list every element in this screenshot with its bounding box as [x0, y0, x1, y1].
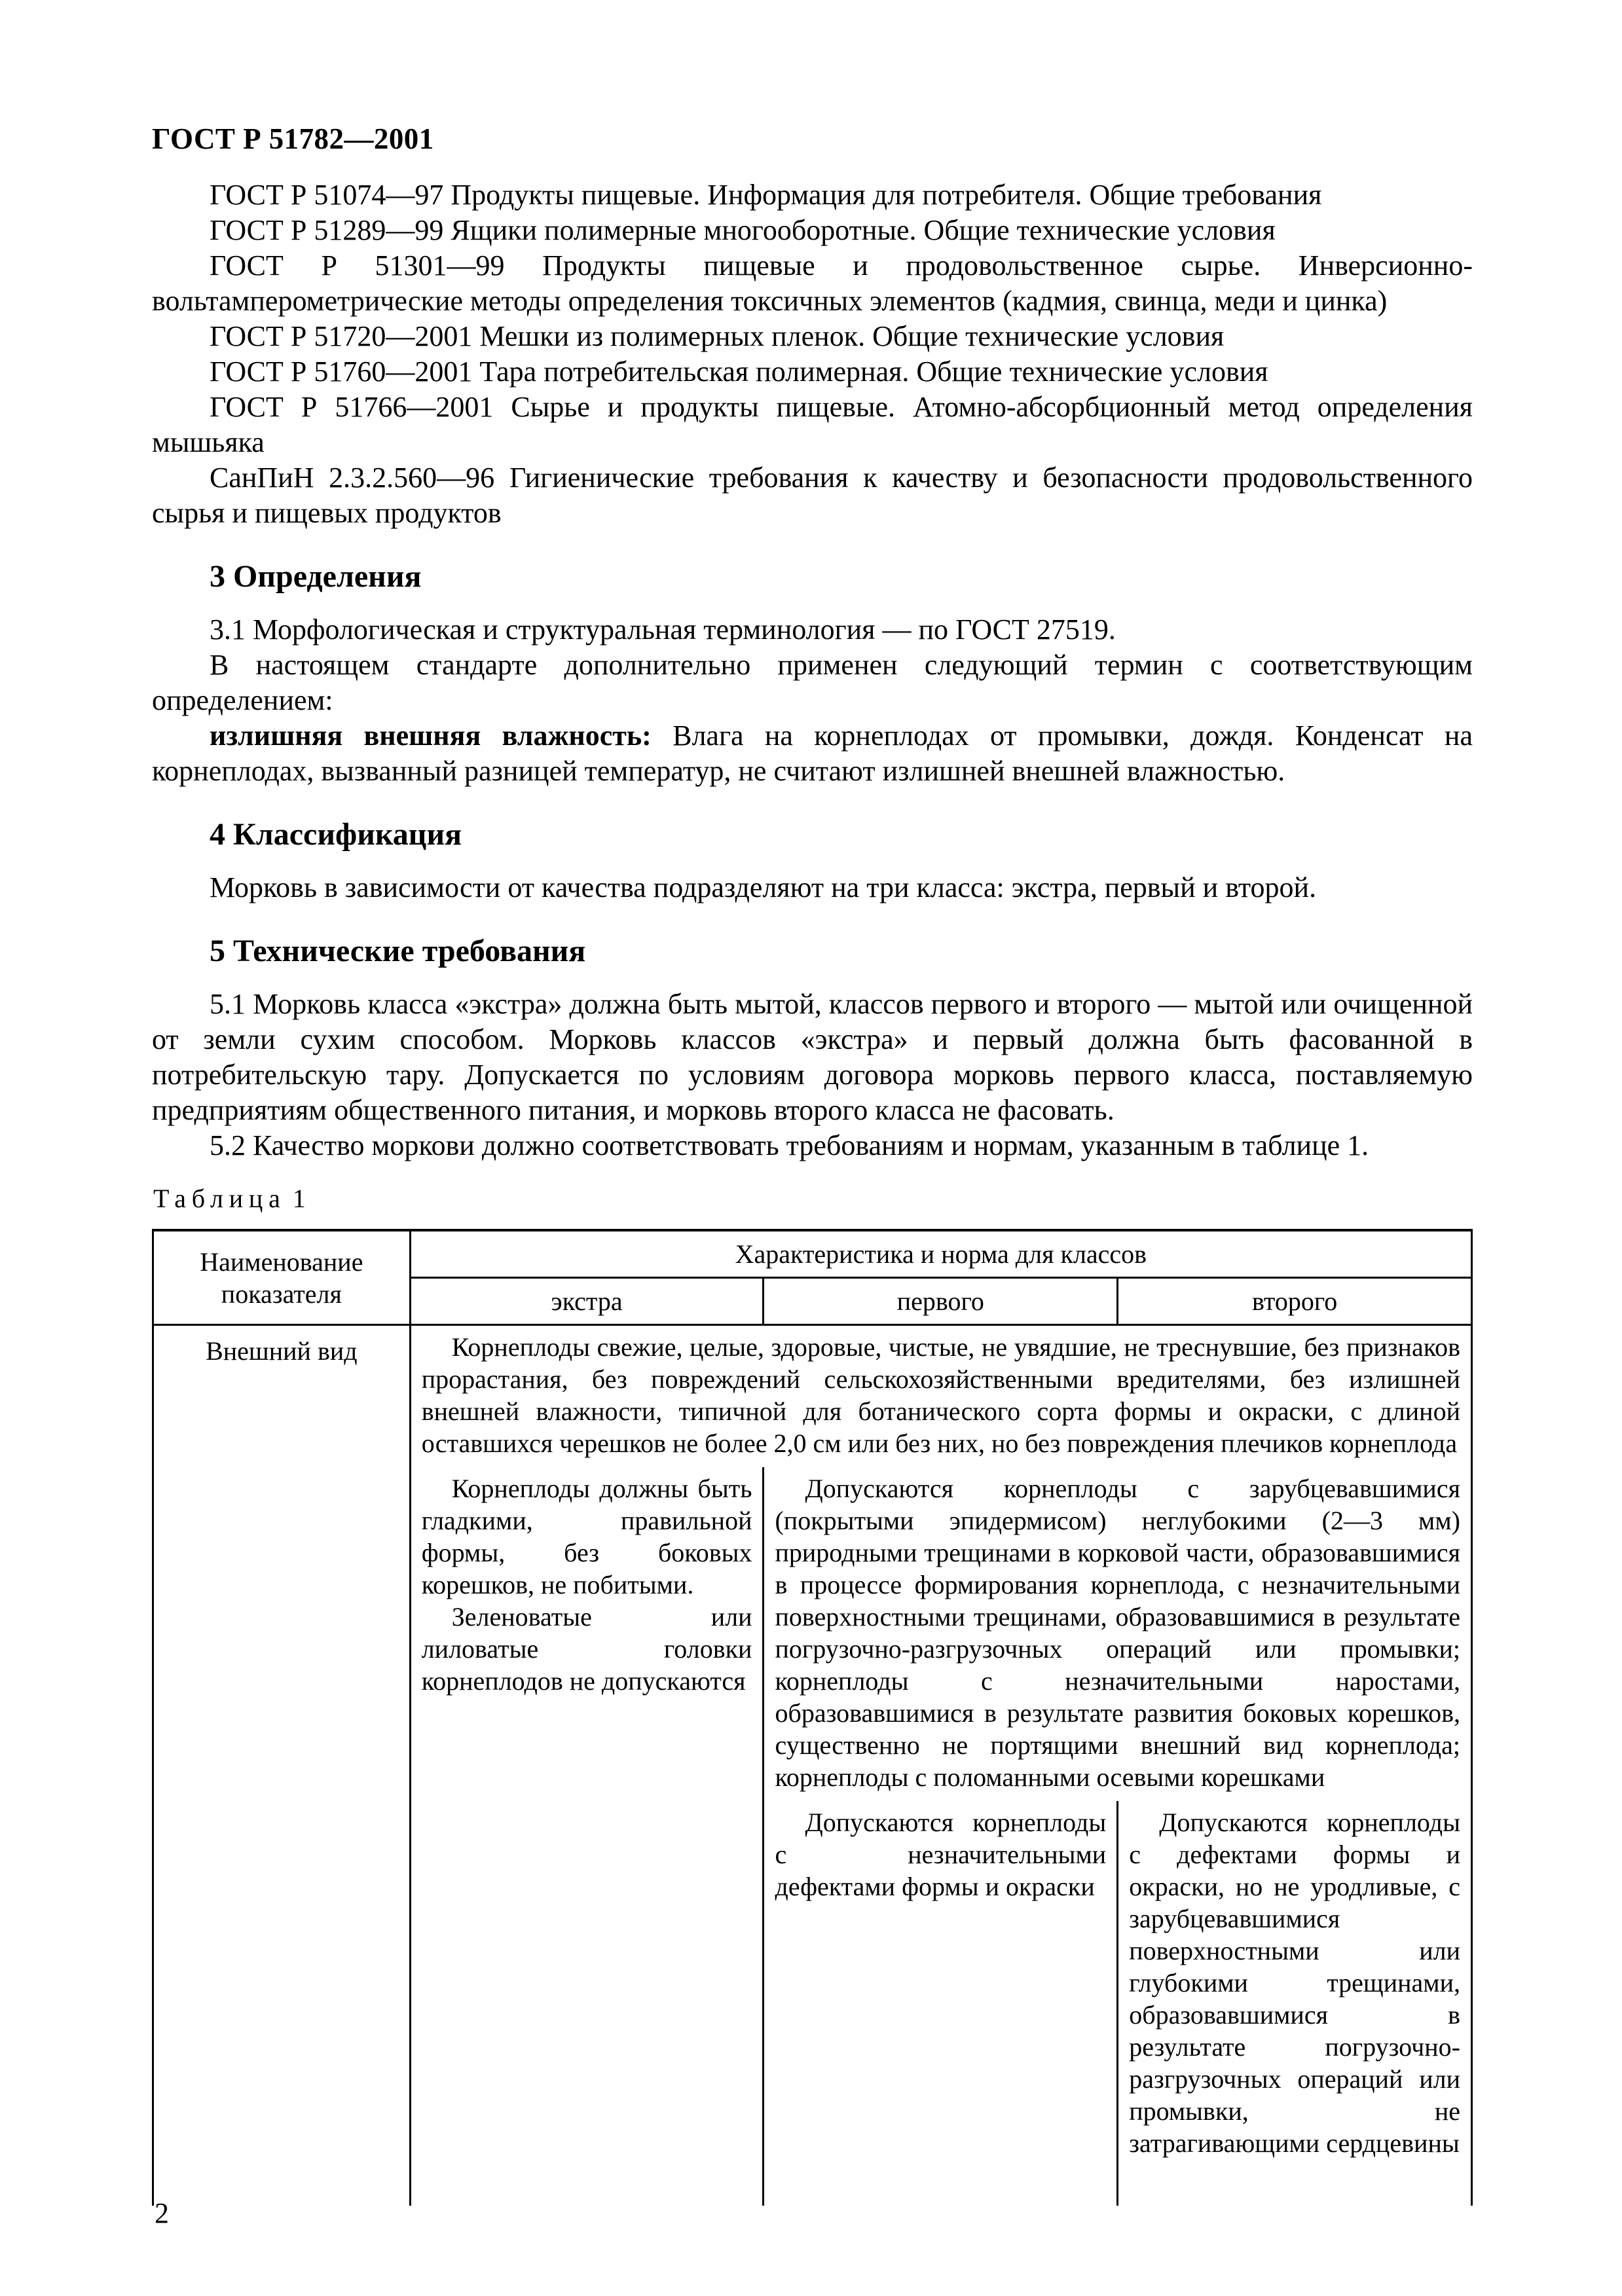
cell-class-extra-p2: Зеленоватые или лиловатые головки корнеплодов не допускаются	[421, 1602, 752, 1696]
cell-classes-first-second	[764, 1467, 1472, 1801]
cell-class-second	[1118, 1801, 1472, 2206]
term-definition-text: Влага на корнеплодах от промывки, дождя. Конденсат на корнеплодах, вызванный разницей температур, не считают излишней внешней влажностью.	[152, 720, 1473, 787]
references-block	[152, 177, 1473, 531]
cell-class-extra-p1: Корнеплоды должны быть гладкими, правильной формы, без боковых корешков, не побитыми.	[421, 1474, 752, 1599]
cell-class-first-text: Допускаются корнеплоды с незначительными дефектами формы и окраски	[775, 1808, 1107, 1901]
table-caption-number: 1	[292, 1184, 306, 1213]
column-header-group: Характеристика и норма для классов	[410, 1230, 1471, 1278]
section-4-title: 4 Классификация	[210, 817, 462, 852]
page-number: 2	[155, 2195, 175, 2232]
reference-gost-51301: ГОСТ Р 51301—99 Продукты пищевые и продовольственное сырье. Инверсионно-вольтамперометрические методы определения токсичных элементов (кадмия, свинца, меди и цинка)	[152, 249, 1473, 317]
table-body-row-1	[153, 1325, 1472, 1468]
column-header-indicator-name: Наименование показателя	[153, 1230, 411, 1325]
cell-class-extra	[410, 1467, 764, 2206]
table-caption	[153, 1183, 1473, 1214]
reference-gost-51289: ГОСТ Р 51289—99 Ящики полимерные многооборотные. Общие технические условия	[210, 214, 1276, 246]
section-3-title: 3 Определения	[210, 559, 422, 594]
reference-gost-51720: ГОСТ Р 51720—2001 Мешки из полимерных пленок. Общие технические условия	[210, 320, 1225, 352]
column-header-class-second: второго	[1118, 1278, 1472, 1325]
section-5-p2: 5.2 Качество моркови должно соответствовать требованиям и нормам, указанным в таблице 1.	[210, 1129, 1369, 1161]
section-5-title: 5 Технические требования	[210, 934, 586, 968]
section-4-p1: Морковь в зависимости от качества подразделяют на три класса: экстра, первый и второй.	[210, 871, 1317, 903]
cell-all-classes-text: Корнеплоды свежие, целые, здоровые, чистые, не увядшие, не треснувшие, без признаков прорастания, без повреждений сельскохозяйственными вредителями, без излишней внешней влажности, типичной для ботанического сорта формы и окраски, с длиной оставшихся черешков не более 2,0 см или без них, но без повреждения плечиков корнеплода	[421, 1332, 1460, 1458]
cell-class-first	[764, 1801, 1118, 2206]
table-region	[152, 1183, 1473, 2206]
requirements-table	[152, 1229, 1473, 2206]
term-name: излишняя внешняя влажность:	[210, 720, 652, 752]
reference-gost-51766: ГОСТ Р 51766—2001 Сырье и продукты пищевые. Атомно-абсорбционный метод определения мышьяка	[152, 391, 1473, 458]
section-5-p1: 5.1 Морковь класса «экстра» должна быть мытой, классов первого и второго — мытой или очищенной от земли сухим способом. Морковь классов «экстра» и первый должна быть фасованной в потребительскую тару. Допускается по условиям договора морковь первого класса, поставляемую предприятиям общественного питания, и морковь второго класса не фасовать.	[152, 988, 1473, 1126]
section-3-term-definition	[152, 718, 1473, 789]
section-3-p1: 3.1 Морфологическая и структуральная терминология — по ГОСТ 27519.	[210, 613, 1116, 646]
cell-all-classes	[410, 1325, 1471, 1468]
column-header-class-extra: экстра	[410, 1278, 764, 1325]
doc-header: ГОСТ Р 51782—2001	[152, 122, 434, 155]
reference-gost-51760: ГОСТ Р 51760—2001 Тара потребительская полимерная. Общие технические условия	[210, 355, 1268, 388]
table-caption-word: Таблица	[153, 1184, 286, 1213]
reference-sanpin: СанПиН 2.3.2.560—96 Гигиенические требования к качеству и безопасности продовольственного сырья и пищевых продуктов	[152, 462, 1473, 529]
cell-classes-first-second-text: Допускаются корнеплоды с зарубцевавшимися (покрытыми эпидермисом) неглубокими (2—3 мм) природными трещинами в корковой части, образовавшимися в процессе формирования корнеплода, с незначительными поверхностными трещинами, образовавшимися в результате погрузочно-разгрузочных операций или промывки; корнеплоды с незначительными наростами, образовавшимися в результате развития боковых корешков, существенно не портящими внешний вид корнеплода; корнеплоды с поломанными осевыми корешками	[775, 1474, 1460, 1792]
cell-class-second-text: Допускаются корнеплоды с дефектами формы и окраски, но не уродливые, с зарубцевавшимися поверхностными или глубокими трещинами, образовавшимися в результате погрузочно-разгрузочных операций или промывки, не затрагивающими сердцевины	[1129, 1808, 1460, 2158]
table-header-row-1	[153, 1230, 1472, 1278]
reference-gost-51074: ГОСТ Р 51074—97 Продукты пищевые. Информация для потребителя. Общие требования	[210, 179, 1322, 211]
column-header-class-first: первого	[764, 1278, 1118, 1325]
row-label-appearance: Внешний вид	[153, 1325, 411, 2206]
section-3-p2: В настоящем стандарте дополнительно применен следующий термин с соответствующим определением:	[152, 649, 1473, 716]
